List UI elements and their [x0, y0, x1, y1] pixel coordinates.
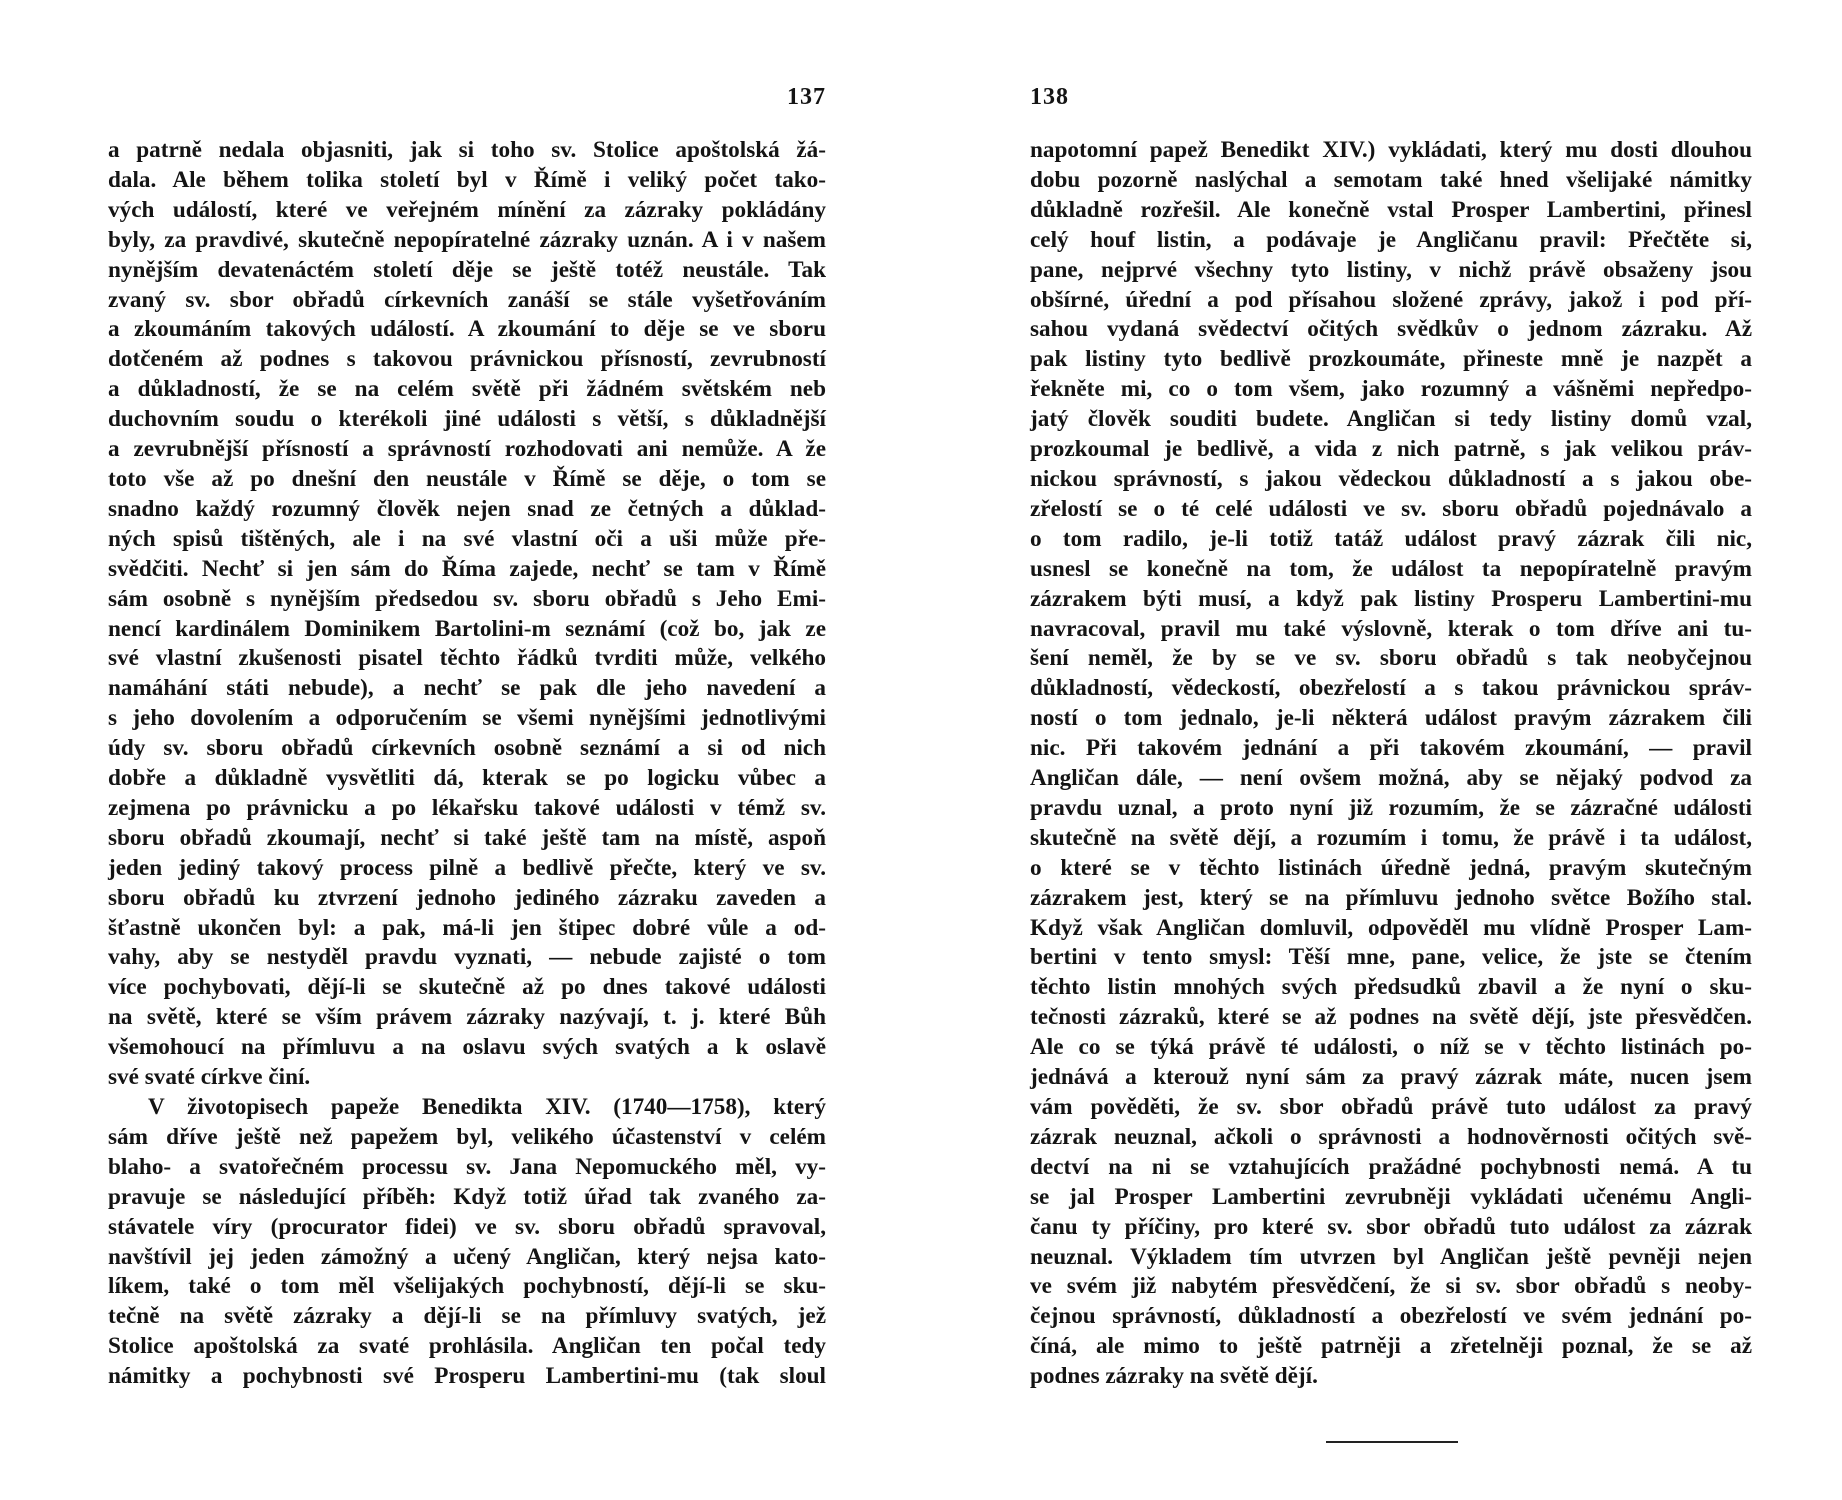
text-line: a zkoumáním takových událostí. A zkoumání to děje se ve sboru: [108, 316, 826, 343]
text-line: stávatele víry (procurator fidei) ve sv. sboru obřadů spravoval,: [108, 1213, 826, 1240]
text-line: pak listiny tyto bedlivě prozkoumáte, přineste mně je nazpět a: [1030, 346, 1752, 373]
text-line: pravuje se následující příběh: Když totiž úřad tak zvaného za-: [108, 1183, 826, 1210]
text-line: více pochybovati, dějí-li se skutečně až po dnes takové události: [108, 974, 826, 1001]
text-line: dala. Ale během tolika století byl v Římě i veliký počet tako-: [108, 166, 826, 193]
text-line: dectví na ni se vztahujících pražádné pochybnosti nemá. A tu: [1030, 1153, 1752, 1180]
text-line: namáhání státi nebude), a nechť se pak dle jeho navedení a: [108, 675, 826, 702]
text-line: neuznal. Výkladem tím utvrzen byl Angličan ještě pevněji nejen: [1030, 1243, 1752, 1270]
text-line: šťastně ukončen byl: a pak, má-li jen štipec dobré vůle a od-: [108, 914, 826, 941]
text-line: nic. Při takovém jednání a při takovém zkoumání, — pravil: [1030, 735, 1752, 762]
text-line: dotčeném až podnes s takovou právnickou přísností, zevrubností: [108, 346, 826, 373]
text-line: důkladně rozřešil. Ale konečně vstal Prosper Lambertini, přinesl: [1030, 196, 1752, 223]
text-line: a zevrubnější přísností a správností rozhodovati ani nemůže. A že: [108, 436, 826, 463]
text-line: tečně na světě zázraky a dějí-li se na přímluvy svatých, jež: [108, 1303, 826, 1330]
text-line: všemohoucí na přímluvu a na oslavu svých svatých a k oslavě: [108, 1034, 826, 1061]
text-line: řekněte mi, co o tom všem, jako rozumný a vášněmi nepředpo-: [1030, 376, 1752, 403]
text-line: šení neměl, že by se ve sv. sboru obřadů s tak neobyčejnou: [1030, 645, 1752, 672]
text-line: čanu ty příčiny, pro které sv. sbor obřadů tuto událost za zázrak: [1030, 1213, 1752, 1240]
text-line: byly, za pravdivé, skutečně nepopíratelné zázraky uznán. A i v našem: [108, 226, 826, 253]
page-number-left: 137: [787, 84, 826, 110]
text-line: navštívil jej jeden zámožný a učený Angličan, který nejsa kato-: [108, 1243, 826, 1270]
text-line: V životopisech papeže Benedikta XIV. (1740—1758), který: [148, 1094, 826, 1120]
text-line: vahy, aby se nestyděl pravdu vyznati, — nebude zajisté o tom: [108, 944, 826, 971]
text-line: bertini v tento smysl: Těší mne, pane, velice, že jste se čtením: [1030, 944, 1752, 971]
text-line: sboru obřadů zkoumají, nechť si také ještě tam na místě, aspoň: [108, 824, 826, 851]
text-line: číná, ale mimo to ještě patrněji a zřetelněji poznal, že se až: [1030, 1333, 1752, 1360]
text-line: zejmena po právnicku a po lékařsku takové události v témž sv.: [108, 794, 826, 821]
text-line: tečnosti zázraků, které se až podnes na světě dějí, jste přesvědčen.: [1030, 1004, 1752, 1031]
text-line: jatý člověk souditi budete. Angličan si tedy listiny domů vzal,: [1030, 406, 1752, 433]
text-line: zvaný sv. sbor obřadů církevních zanáší se stále vyšetřováním: [108, 286, 826, 313]
text-line: pravdu uznal, a proto nyní již rozumím, že se zázračné události: [1030, 794, 1752, 821]
text-line: důkladností, vědeckostí, obezřelostí a s takou právnickou správ-: [1030, 675, 1752, 702]
text-line: o které se v těchto listinách úředně jedná, pravým skutečným: [1030, 854, 1752, 881]
text-line: zázrak neuznal, ačkoli o správnosti a hodnověrnosti očitých svě-: [1030, 1123, 1752, 1150]
text-line: svědčiti. Nechť si jen sám do Říma zajede, nechť se tam v Římě: [108, 555, 826, 582]
text-line: Stolice apoštolská za svaté prohlásila. Angličan ten počal tedy: [108, 1333, 826, 1360]
text-line: nencí kardinálem Dominikem Bartolini-m seznámí (což bo, jak ze: [108, 615, 826, 642]
text-line: zázrakem jest, který se na přímluvu jednoho světce Božího stal.: [1030, 884, 1752, 911]
text-line: usnesl se konečně na tom, že událost ta nepopíratelně pravým: [1030, 555, 1752, 582]
text-line: navracoval, pravil mu také výslovně, kterak o tom dříve ani tu-: [1030, 615, 1752, 642]
text-line: Angličan dále, — není ovšem možná, aby se nějaký podvod za: [1030, 765, 1752, 792]
text-line: vých událostí, které ve veřejném mínění za zázraky pokládány: [108, 196, 826, 223]
text-line: Ale co se týká právě té události, o níž se v těchto listinách po-: [1030, 1034, 1752, 1061]
text-line: vám pověděti, že sv. sbor obřadů právě tuto událost za pravý: [1030, 1094, 1752, 1120]
text-line: námitky a pochybnosti své Prosperu Lambertini-mu (tak sloul: [108, 1363, 826, 1390]
text-line: Když však Angličan domluvil, odpověděl mu vlídně Prosper Lam-: [1030, 914, 1752, 941]
text-line: své svaté církve činí.: [108, 1064, 311, 1091]
text-line: a důkladností, že se na celém světě při žádném světském neb: [108, 376, 826, 403]
text-line: sahou vydaná svědectví očitých svědkův o jednom zázraku. Až: [1030, 316, 1752, 343]
right-page-text: [1030, 136, 1752, 1392]
text-line: se jal Prosper Lambertini zevrubněji vykládati učenému Angli-: [1030, 1183, 1752, 1210]
text-line: snadno každý rozumný člověk nejen snad ze četných a důklad-: [108, 495, 826, 522]
text-line: dobu pozorně naslýchal a semotam také hned všelijaké námitky: [1030, 166, 1752, 193]
text-line: podnes zázraky na světě dějí.: [1030, 1363, 1318, 1390]
text-line: sám osobně s nynějším předsedou sv. sboru obřadů s Jeho Emi-: [108, 585, 826, 612]
text-line: pane, nejprvé všechny tyto listiny, v nichž právě obsaženy jsou: [1030, 256, 1752, 283]
text-line: jeden jediný takový process pilně a bedlivě přečte, který ve sv.: [108, 854, 826, 881]
text-line: duchovním soudu o kterékoli jiné události s větší, s důkladnější: [108, 406, 826, 433]
page-number-right: 138: [1030, 84, 1069, 110]
text-line: sám dříve ještě než papežem byl, velikého účastenství v celém: [108, 1123, 826, 1150]
text-line: celý houf listin, a podávaje je Angličanu pravil: Přečtěte si,: [1030, 226, 1752, 253]
text-line: údy sv. sboru obřadů církevních osobně seznámí a si od nich: [108, 735, 826, 762]
text-line: a patrně nedala objasniti, jak si toho sv. Stolice apoštolská žá-: [108, 137, 826, 163]
text-line: ve svém již nabytém přesvědčení, že si sv. sbor obřadů s neoby-: [1030, 1273, 1752, 1300]
text-line: na světě, které se vším právem zázraky nazývají, t. j. které Bůh: [108, 1004, 826, 1031]
text-line: zázrakem býti musí, a když pak listiny Prosperu Lambertini-mu: [1030, 585, 1752, 612]
text-line: s jeho dovolením a odporučením se všemi nynějšími jednotlivými: [108, 705, 826, 732]
text-line: prozkoumal je bedlivě, a vida z nich patrně, s jak velikou práv-: [1030, 436, 1752, 463]
text-line: líkem, také o tom měl všelijakých pochybností, dějí-li se sku-: [108, 1273, 826, 1300]
text-line: ností o tom jednalo, je-li některá událost pravým zázrakem čili: [1030, 705, 1752, 732]
text-line: toto vše až po dnešní den neustále v Římě se děje, o tom se: [108, 465, 826, 492]
text-line: dobře a důkladně vysvětliti dá, kterak se po logicku vůbec a: [108, 765, 826, 792]
text-line: napotomní papež Benedikt XIV.) vykládati, který mu dosti dlouhou: [1030, 137, 1752, 163]
text-line: blaho- a svatořečném processu sv. Jana Nepomuckého měl, vy-: [108, 1153, 826, 1180]
text-line: zřelostí se o té celé události ve sv. sboru obřadů pojednávalo a: [1030, 495, 1752, 522]
text-line: těchto listin mnohých svých předsudků zbavil a že nyní o sku-: [1030, 974, 1752, 1001]
text-line: sboru obřadů ku ztvrzení jednoho jediného zázraku zaveden a: [108, 884, 826, 911]
text-line: skutečně na světě dějí, a rozumím i tomu, že právě i ta událost,: [1030, 824, 1752, 851]
text-line: jednává a kterouž nyní sám za pravý zázrak máte, nucen jsem: [1030, 1064, 1752, 1091]
left-page-text: [108, 136, 826, 1392]
text-line: o tom radilo, je-li totiž tatáž událost pravý zázrak čili nic,: [1030, 525, 1752, 552]
text-line: ných spisů tištěných, ale i na své vlastní oči a uši může pře-: [108, 525, 826, 552]
text-line: své vlastní zkušenosti pisatel těchto řádků tvrditi může, velkého: [108, 645, 826, 672]
text-line: čejnou správností, důkladností a obezřelostí ve svém jednání po-: [1030, 1303, 1752, 1330]
text-line: obšírné, úřední a pod přísahou složené zprávy, jakož i pod pří-: [1030, 286, 1752, 313]
section-end-rule: [1326, 1441, 1458, 1443]
text-line: nickou správností, s jakou vědeckou důkladností a s jakou obe-: [1030, 465, 1752, 492]
text-line: nynějším devatenáctém století děje se ještě totéž neustále. Tak: [108, 256, 826, 283]
